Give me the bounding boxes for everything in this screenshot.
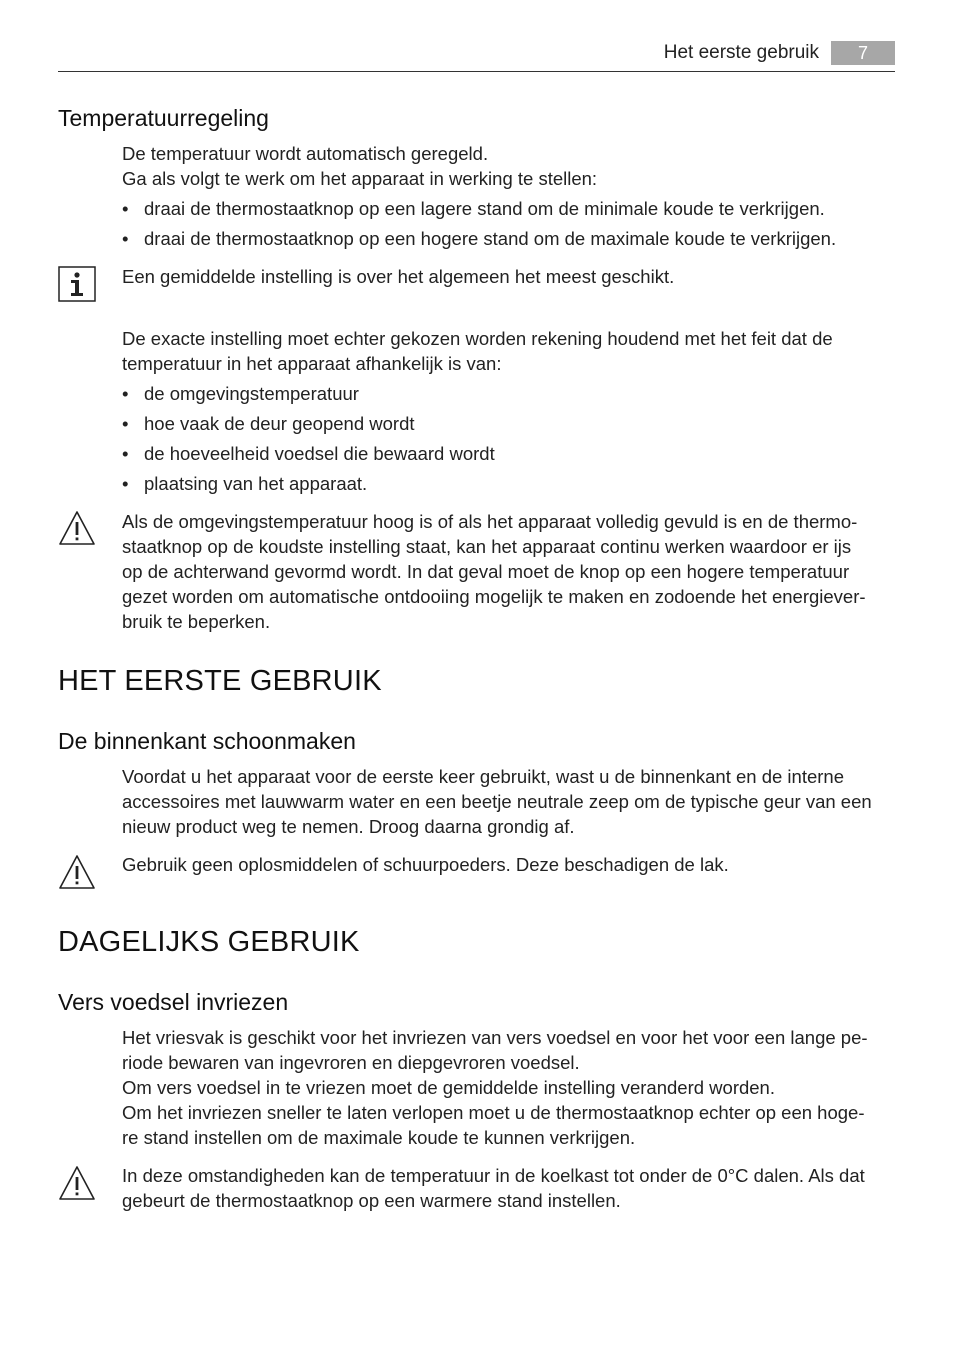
- text-line: bruik te beperken.: [122, 611, 271, 632]
- bullet-icon: •: [122, 413, 129, 434]
- text-line: De temperatuur wordt automatisch geregeld.: [122, 143, 489, 164]
- page-number: 7: [831, 41, 895, 65]
- text-line: gebeurt de thermostaatknop op een warmere stand instellen.: [122, 1190, 621, 1211]
- text-line: Als de omgevingstemperatuur hoog is of als het apparaat volledig gevuld is en de thermo-: [122, 511, 858, 532]
- info-note: Een gemiddelde instelling is over het algemeen het meest geschikt.: [122, 266, 675, 287]
- bullet-icon: •: [122, 228, 129, 249]
- warning-note: Gebruik geen oplosmiddelen of schuurpoeders. Deze beschadigen de lak.: [122, 854, 729, 875]
- text-line: In deze omstandigheden kan de temperatuur in de koelkast tot onder de 0°C dalen. Als dat: [122, 1165, 865, 1186]
- text-line: Ga als volgt te werk om het apparaat in werking te stellen:: [122, 168, 598, 189]
- bullet-icon: •: [122, 443, 129, 464]
- warning-note: [122, 1163, 892, 1213]
- list-item: • hoe vaak de deur geopend wordt: [122, 413, 415, 434]
- text-line: riode bewaren van ingevroren en diepgevroren voedsel.: [122, 1052, 580, 1073]
- bullet-icon: •: [122, 383, 129, 404]
- text-line: nieuw product weg te nemen. Droog daarna grondig af.: [122, 816, 575, 837]
- list-item: • plaatsing van het apparaat.: [122, 473, 368, 494]
- list-item: • draai de thermostaatknop op een hogere stand om de maximale koude te verkrijgen.: [122, 228, 837, 249]
- text-line: accessoires met lauwwarm water en een beetje neutrale zeep om de typische geur van een: [122, 791, 872, 812]
- text-line: De exacte instelling moet echter gekozen worden rekening houdend met het feit dat de: [122, 328, 833, 349]
- text-line: op de achterwand gevormd wordt. In dat geval moet de knop op een hogere temperatuur: [122, 561, 850, 582]
- chapter-heading-daily-use: DAGELIJKS GEBRUIK: [58, 926, 360, 958]
- section-heading-temperature: Temperatuurregeling: [58, 105, 269, 131]
- cleaning-body: [122, 764, 892, 839]
- text-line: staatknop op de koudste instelling staat, kan het apparaat continu werken waardoor er ijs: [122, 536, 852, 557]
- text-line: Het vriesvak is geschikt voor het invriezen van vers voedsel en voor het voor een lange pe-: [122, 1027, 868, 1048]
- factors-intro: [122, 326, 892, 376]
- section-heading-cleaning: De binnenkant schoonmaken: [58, 728, 356, 754]
- text-line: temperatuur in het apparaat afhankelijk is van:: [122, 353, 502, 374]
- warning-triangle-icon: [58, 510, 96, 546]
- list-item: • de omgevingstemperatuur: [122, 383, 359, 404]
- warning-triangle-icon: [58, 854, 96, 890]
- running-header-title: Het eerste gebruik: [663, 42, 819, 63]
- warning-note: [122, 509, 892, 634]
- text-line: gezet worden om automatische ontdooiing mogelijk te maken en zodoende het energiever-: [122, 586, 866, 607]
- list-item: • de hoeveelheid voedsel die bewaard wordt: [122, 443, 495, 464]
- info-icon: [58, 266, 96, 302]
- text-line: Voordat u het apparaat voor de eerste keer gebruikt, wast u de binnenkant en de interne: [122, 766, 844, 787]
- section-heading-freezing: Vers voedsel invriezen: [58, 989, 289, 1015]
- bullet-icon: •: [122, 198, 129, 219]
- header-divider: [58, 71, 895, 72]
- page-header: [58, 40, 895, 72]
- warning-triangle-icon: [58, 1165, 96, 1201]
- chapter-heading-first-use: HET EERSTE GEBRUIK: [58, 665, 382, 697]
- temperature-intro: [122, 141, 892, 191]
- text-line: Om vers voedsel in te vriezen moet de gemiddelde instelling veranderd worden.: [122, 1077, 775, 1098]
- text-line: Om het invriezen sneller te laten verlopen moet u de thermostaatknop echter op een hoge-: [122, 1102, 865, 1123]
- freezing-body: [122, 1025, 892, 1150]
- bullet-icon: •: [122, 473, 129, 494]
- list-item: • draai de thermostaatknop op een lagere stand om de minimale koude te verkrijgen.: [122, 198, 825, 219]
- text-line: re stand instellen om de maximale koude te kunnen verkrijgen.: [122, 1127, 636, 1148]
